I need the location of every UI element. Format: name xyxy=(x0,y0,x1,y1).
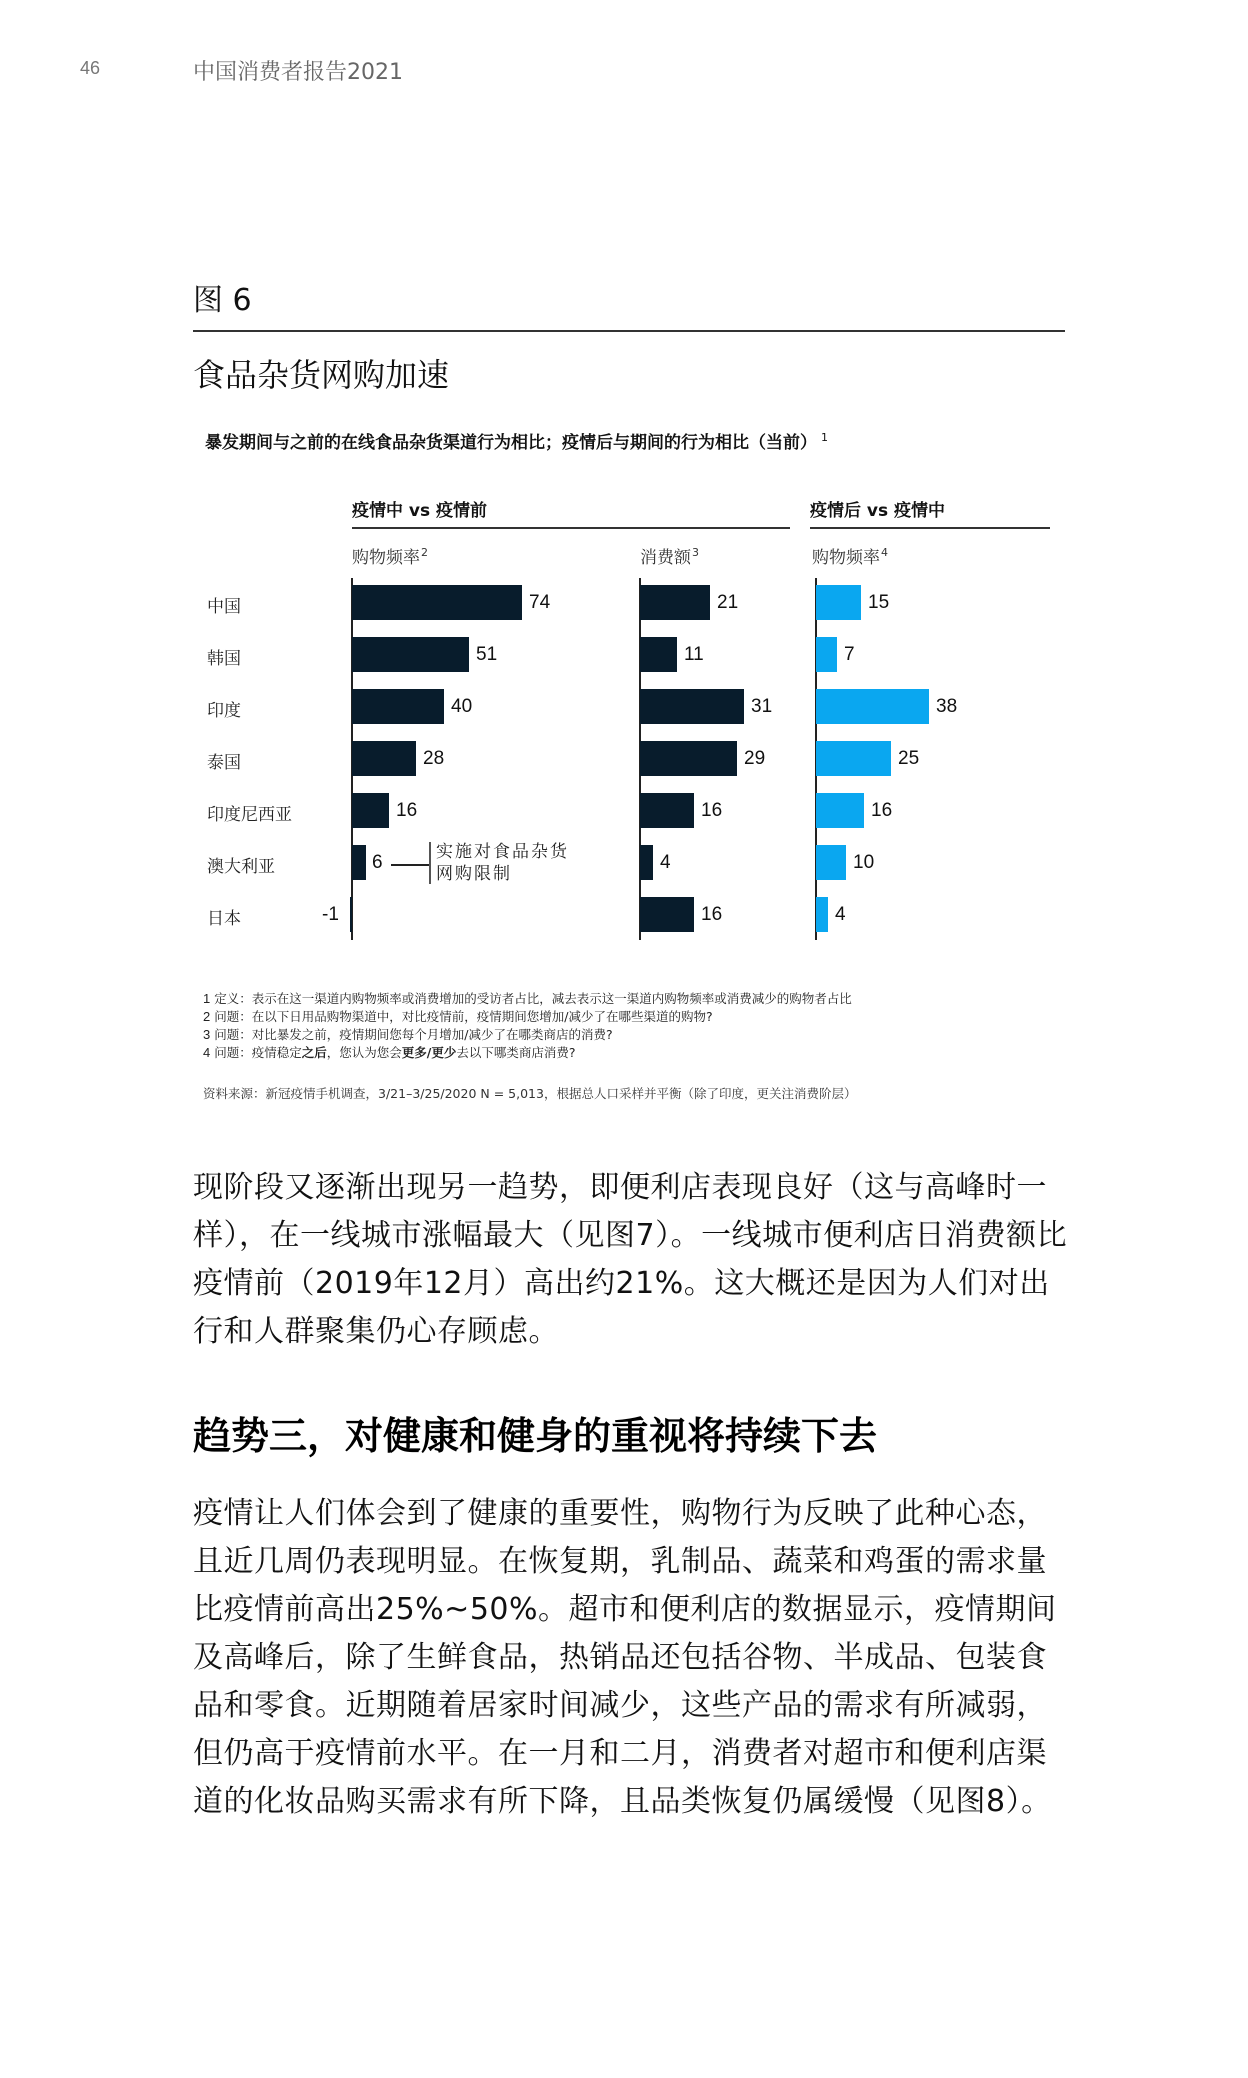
row-label: 印度尼西亚 xyxy=(207,805,292,825)
bar-value: 29 xyxy=(744,748,766,769)
bar xyxy=(352,585,522,620)
bar xyxy=(350,897,352,932)
footnote-number: 2 xyxy=(203,1009,211,1024)
bar-value: -1 xyxy=(322,904,339,925)
bar xyxy=(640,897,694,932)
bar xyxy=(352,793,389,828)
bar-value: 16 xyxy=(871,800,893,821)
column-header-label: 购物频率 xyxy=(352,548,420,568)
bar-value: 16 xyxy=(701,800,723,821)
annotation-leader-line xyxy=(391,864,430,866)
bar xyxy=(816,689,929,724)
bar xyxy=(640,585,710,620)
footnote-number: 1 xyxy=(203,991,211,1006)
bar-value: 74 xyxy=(529,592,551,613)
column-header-label: 购物频率 xyxy=(812,548,880,568)
bar xyxy=(352,845,366,880)
bar-value: 4 xyxy=(835,904,846,925)
bar-value: 11 xyxy=(684,644,704,665)
footnote-emphasis: 更多/更少 xyxy=(401,1045,457,1060)
footnote-text: 去以下哪类商店消费? xyxy=(456,1045,576,1060)
group-header-rule xyxy=(810,527,1050,529)
column-header-spend xyxy=(640,543,699,568)
figure-divider xyxy=(193,330,1065,332)
footnote-text: 问题：对比暴发之前，疫情期间您每个月增加/减少了在哪类商店的消费? xyxy=(214,1027,613,1042)
column-header-label: 消费额 xyxy=(640,548,691,568)
annotation-bracket xyxy=(429,842,431,884)
row-label: 日本 xyxy=(207,909,241,929)
row-label: 中国 xyxy=(207,597,241,617)
bar xyxy=(640,689,744,724)
footnote-text: 定义：表示在这一渠道内购物频率或消费增加的受访者占比，减去表示这一渠道内购物频率或消费减少的购物者占比 xyxy=(214,991,852,1006)
bar-value: 21 xyxy=(717,592,739,613)
bar-value: 7 xyxy=(844,644,855,665)
row-label: 澳大利亚 xyxy=(207,857,275,877)
bar-value: 6 xyxy=(372,852,383,873)
bar xyxy=(352,689,444,724)
body-paragraph-2: 疫情让人们体会到了健康的重要性，购物行为反映了此种心态，且近几周仍表现明显。在恢复期，乳制品、蔬菜和鸡蛋的需求量比疫情前高出25%~50%。超市和便利店的数据显示，疫情期间及高峰后，除了生鲜食品，热销品还包括谷物、半成品、包装食品和零食。近期随着居家时间减少，这些产品的需求有所减弱，但仍高于疫情前水平。在一月和二月，消费者对超市和便利店渠道的化妆品购买需求有所下降，且品类恢复仍属缓慢（见图8）。 xyxy=(193,1496,1057,1819)
group-header-after-vs-during: 疫情后 vs 疫情中 xyxy=(810,501,946,521)
footnote-3 xyxy=(203,1026,852,1044)
group-header-rule xyxy=(352,527,790,529)
figure-label: 图 6 xyxy=(193,283,252,318)
source-note: 资料来源：新冠疫情手机调查，3/21–3/25/2020 N = 5,013，根据总人口采样并平衡（除了印度，更关注消费阶层） xyxy=(203,1086,857,1101)
bar xyxy=(640,845,653,880)
annotation-line-2: 网购限制 xyxy=(436,864,512,884)
footnotes xyxy=(203,990,852,1062)
section-heading: 趋势三，对健康和健身的重视将持续下去 xyxy=(193,1414,878,1458)
figure-subtitle-text: 暴发期间与之前的在线食品杂货渠道行为相比；疫情后与期间的行为相比（当前） xyxy=(205,433,817,453)
bar-value: 38 xyxy=(936,696,958,717)
footnote-ref: 4 xyxy=(881,546,888,560)
bar-value: 15 xyxy=(868,592,890,613)
footnote-ref: 2 xyxy=(421,546,428,560)
page-number: 46 xyxy=(80,58,101,78)
annotation-line-1: 实施对食品杂货 xyxy=(436,842,569,862)
bar xyxy=(816,585,861,620)
bar xyxy=(816,897,828,932)
bar xyxy=(640,741,737,776)
row-label: 韩国 xyxy=(207,649,241,669)
bar-value: 25 xyxy=(898,748,920,769)
footnote-4 xyxy=(203,1044,852,1062)
column-header-frequency xyxy=(352,543,428,568)
bar-value: 16 xyxy=(396,800,418,821)
footnote-text: 问题：疫情稳定 xyxy=(214,1045,302,1060)
bar-value: 28 xyxy=(423,748,445,769)
body-paragraph-1: 现阶段又逐渐出现另一趋势，即便利店表现良好（这与高峰时一样），在一线城市涨幅最大（见图7）。一线城市便利店日消费额比疫情前（2019年12月）高出约21%。这大概还是因为人们对出行和人群聚集仍心存顾虑。 xyxy=(193,1170,1068,1349)
bar xyxy=(352,741,416,776)
footnote-1 xyxy=(203,990,852,1008)
bar xyxy=(352,637,469,672)
footnote-number: 3 xyxy=(203,1027,211,1042)
footnote-emphasis: 之后 xyxy=(301,1045,327,1060)
bar xyxy=(816,637,837,672)
bar-value: 40 xyxy=(451,696,473,717)
bar xyxy=(816,845,846,880)
footnote-text: ，您认为您会 xyxy=(326,1045,402,1060)
row-label: 泰国 xyxy=(207,753,241,773)
bar-value: 31 xyxy=(751,696,773,717)
bar xyxy=(816,741,891,776)
footnote-2 xyxy=(203,1008,852,1026)
bar-value: 10 xyxy=(853,852,875,873)
row-label: 印度 xyxy=(207,701,241,721)
running-title: 中国消费者报告2021 xyxy=(193,60,403,85)
figure-subtitle-footnote-ref: 1 xyxy=(821,431,828,445)
bar xyxy=(816,793,864,828)
footnote-text: 问题：在以下日用品购物渠道中，对比疫情前，疫情期间您增加/减少了在哪些渠道的购物? xyxy=(214,1009,713,1024)
bar-value: 51 xyxy=(476,644,498,665)
bar-value: 16 xyxy=(701,904,723,925)
bar xyxy=(640,793,694,828)
annotation-text xyxy=(436,841,569,885)
footnote-number: 4 xyxy=(203,1045,211,1060)
footnote-ref: 3 xyxy=(692,546,699,560)
figure-title: 食品杂货网购加速 xyxy=(193,356,450,394)
group-header-during-vs-before: 疫情中 vs 疫情前 xyxy=(352,501,488,521)
bar xyxy=(640,637,677,672)
figure-subtitle xyxy=(205,428,828,453)
bar-value: 4 xyxy=(660,852,671,873)
column-header-frequency-after xyxy=(812,543,888,568)
